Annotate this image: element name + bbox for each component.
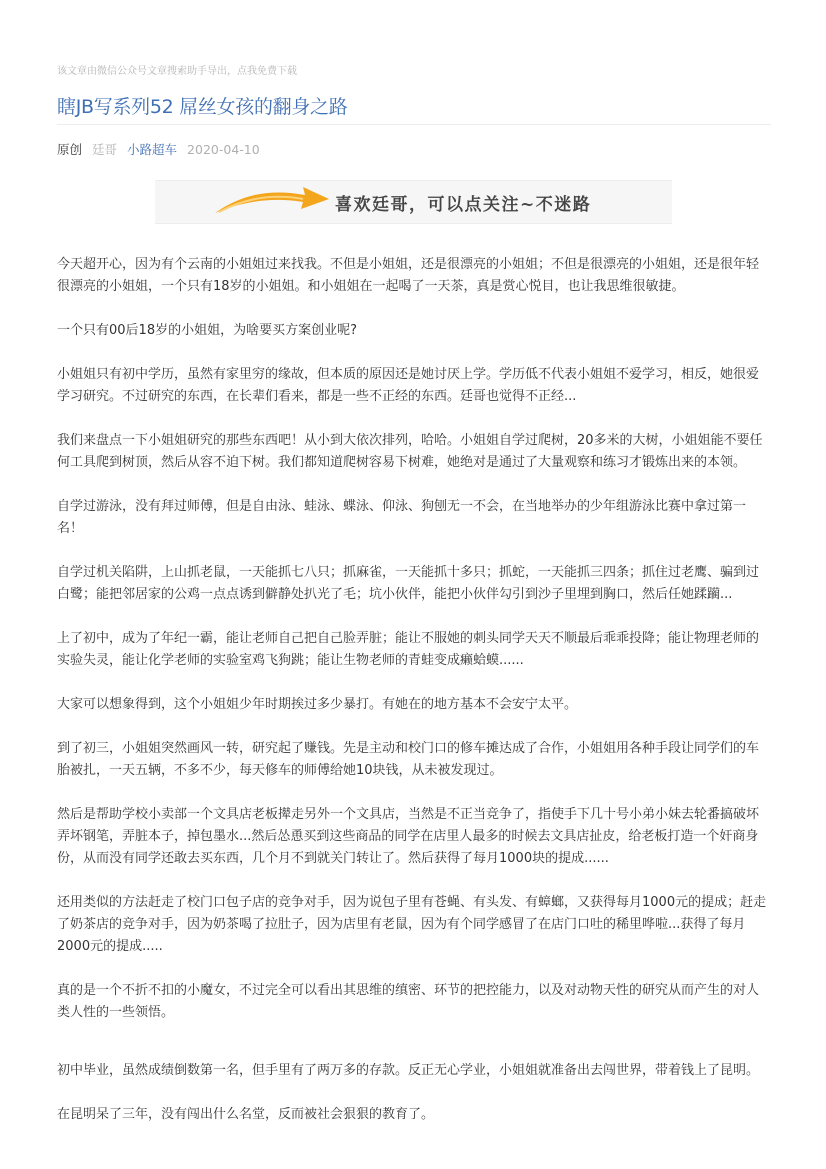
paragraph: 还用类似的方法赶走了校门口包子店的竞争对手，因为说包子里有苍蝇、有头发、有蟑螂，又获得每月1000元的提成；赶走了奶茶店的竞争对手，因为奶茶喝了拉肚子，因为店里有老鼠，因为有个同学感冒了在店门口吐的稀里哗啦...获得了每月2000元的提成..... xyxy=(57,895,767,954)
paragraph: 上了初中，成为了年纪一霸，能让老师自己把自己脸弄脏；能让不服她的刺头同学天天不顺最后乖乖投降；能让物理老师的实验失灵，能让化学老师的实验室鸡飞狗跳；能让生物老师的青蛙变成癞蛤蟆...... xyxy=(57,631,760,668)
paragraph: 小姐姐只有初中学历，虽然有家里穷的缘故，但本质的原因还是她讨厌上学。学历低不代表小姐姐不爱学习，相反，她很爱学习研究。不过研究的东西，在长辈们看来，都是一些不正经的东西。廷哥也觉得不正经... xyxy=(57,367,760,404)
author-name: 廷哥 xyxy=(92,142,118,157)
paragraph: 一个只有00后18岁的小姐姐，为啥要买方案创业呢? xyxy=(57,323,357,338)
follow-banner xyxy=(155,180,672,224)
paragraph: 自学过机关陷阱，上山抓老鼠，一天能抓七八只；抓麻雀，一天能抓十多只；抓蛇，一天能抓三四条；抓住过老鹰、骗到过白鹭；能把邻居家的公鸡一点点诱到僻静处扒光了毛；坑小伙伴，能把小伙伴勾引到沙子里埋到胸口，然后任她蹂躏... xyxy=(57,565,760,602)
article-meta xyxy=(57,140,260,158)
title-divider xyxy=(57,124,771,125)
paragraph: 在昆明呆了三年，没有闯出什么名堂，反而被社会狠狠的教育了。 xyxy=(57,1107,435,1122)
paragraph: 然后是帮助学校小卖部一个文具店老板撵走另外一个文具店，当然是不正当竞争了，指使手下几十号小弟小妹去轮番搞破坏弄坏钢笔，弄脏本子，掉包墨水...然后怂恿买到这些商品的同学在店里人最多的时候去文具店扯皮，给老板打造一个奸商身份，从而没有同学还敢去买东西，几个月不到就关门转让了。然后获得了每月1000块的提成...... xyxy=(57,807,760,866)
paragraph: 初中毕业，虽然成绩倒数第一名，但手里有了两万多的存款。反正无心学业，小姐姐就准备出去闯世界，带着钱上了昆明。 xyxy=(57,1063,760,1078)
swoosh-arrow-icon xyxy=(213,183,333,221)
account-link[interactable]: 小路超车 xyxy=(127,142,178,157)
banner-text: 喜欢廷哥，可以点关注~不迷路 xyxy=(335,195,592,215)
paragraph: 我们来盘点一下小姐姐研究的那些东西吧！从小到大依次排列，哈哈。小姐姐自学过爬树，20多米的大树，小姐姐能不要任何工具爬到树顶，然后从容不迫下树。我们都知道爬树容易下树难，她绝对是通过了大量观察和练习才锻炼出来的本领。 xyxy=(57,433,763,470)
article-title: 瞎JB写系列52 屌丝女孩的翻身之路 xyxy=(57,96,348,118)
paragraph: 今天超开心，因为有个云南的小姐姐过来找我。不但是小姐姐，还是很漂亮的小姐姐；不但是很漂亮的小姐姐，还是很年轻很漂亮的小姐姐，一个只有18岁的小姐姐。和小姐姐在一起喝了一天茶，真是赏心悦目，也让我思维很敏捷。 xyxy=(57,257,760,294)
export-note-link[interactable]: 该文章由微信公众号文章搜索助手导出，点我免费下载 xyxy=(57,66,297,77)
paragraph: 大家可以想象得到，这个小姐姐少年时期挨过多少暴打。有她在的地方基本不会安宁太平。 xyxy=(57,697,578,712)
paragraph: 真的是一个不折不扣的小魔女，不过完全可以看出其思维的缜密、环节的把控能力，以及对动物天性的研究从而产生的对人类人性的一些领悟。 xyxy=(57,983,760,1020)
publish-date: 2020-04-10 xyxy=(187,141,260,157)
original-tag: 原创 xyxy=(57,142,83,157)
article-body xyxy=(57,254,771,1148)
paragraph: 自学过游泳，没有拜过师傅，但是自由泳、蛙泳、蝶泳、仰泳、狗刨无一不会，在当地举办的少年组游泳比赛中拿过第一名！ xyxy=(57,499,747,536)
paragraph: 到了初三，小姐姐突然画风一转，研究起了赚钱。先是主动和校门口的修车摊达成了合作，小姐姐用各种手段让同学们的车胎被扎，一天五辆，不多不少，每天修车的师傅给她10块钱，从未被发现过。 xyxy=(57,741,760,778)
